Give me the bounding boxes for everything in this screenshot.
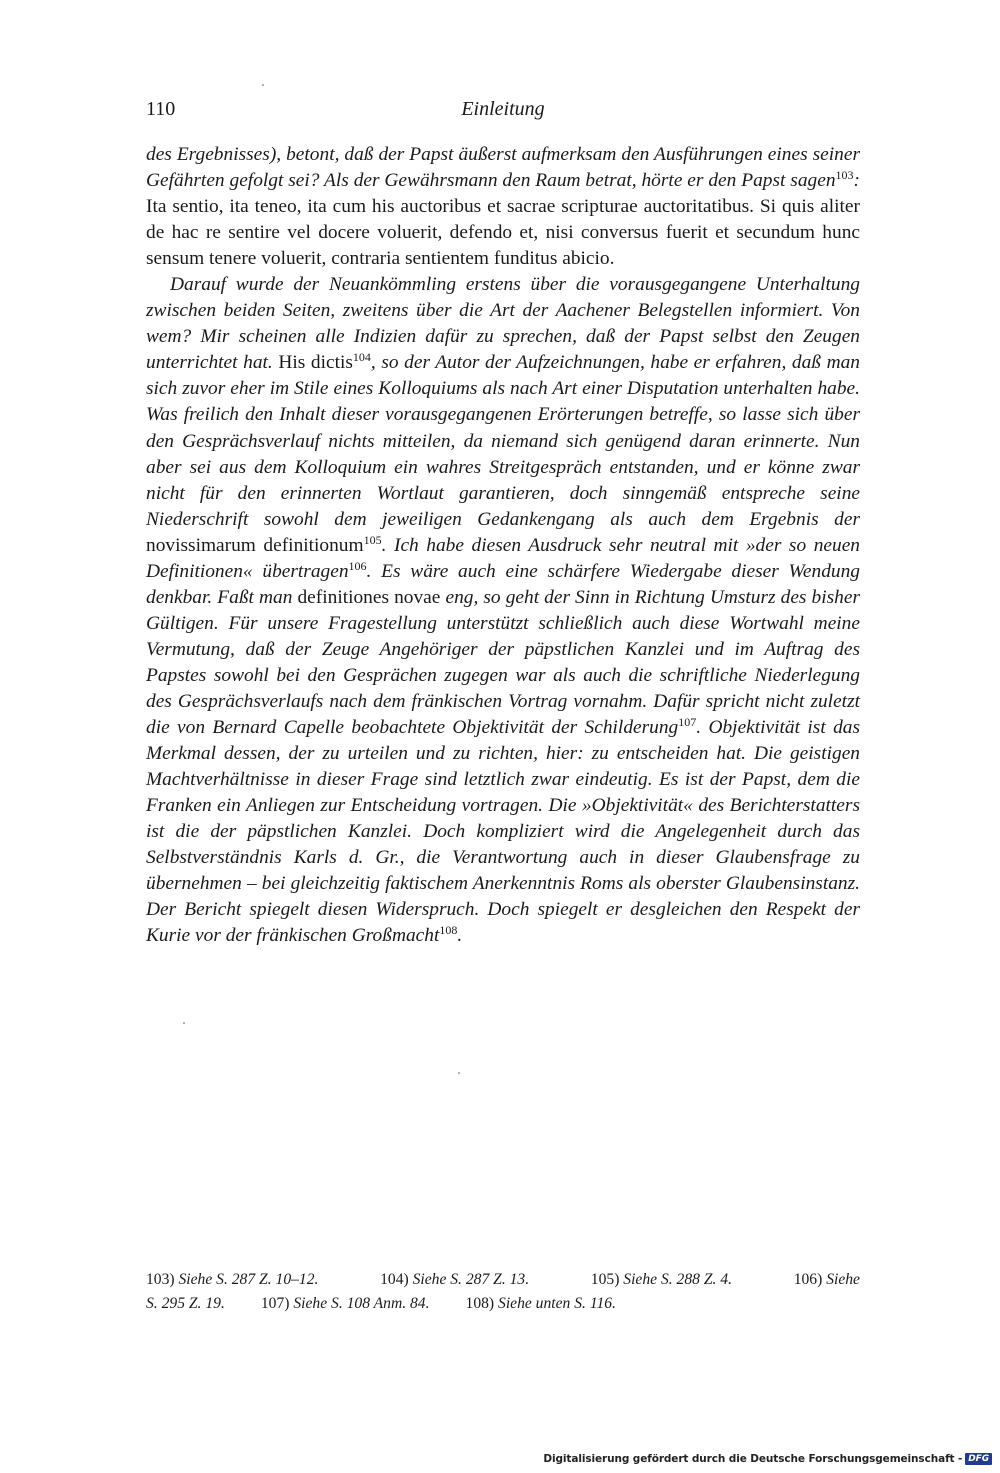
- footnote-number: 104): [380, 1271, 409, 1288]
- footnote-text: S. 295 Z. 19.: [146, 1295, 225, 1312]
- footnote-ref-106[interactable]: 106: [348, 558, 367, 573]
- scan-speck: [458, 1072, 460, 1074]
- footnote-ref-105[interactable]: 105: [363, 532, 382, 547]
- page-header: [146, 98, 860, 128]
- footnote-text: Siehe S. 108 Anm. 84.: [293, 1295, 430, 1312]
- dfg-banner: [543, 1453, 992, 1465]
- footnote-number: 103): [146, 1271, 175, 1288]
- footnote-104: [380, 1268, 529, 1292]
- footnote-number: 106): [793, 1271, 823, 1288]
- footnote-line-1: [146, 1268, 860, 1292]
- text-run: . Objektivität ist das Merkmal dessen, der zu urteilen und zu richten, hier: zu entscheiden hat. Die geistigen Machtverhältnisse in dieser Frage sind letztlich zwar eindeutig. Es ist der Papst, dem die Franken ein Anliegen zur Entscheidung vortragen. Die »Objektivität« des Berichterstatters ist die der päpstlichen Kanzlei. Doch kompliziert wird die Angelegenheit durch das Selbstverständnis Karls d. Gr., die Verantwortung auch in dieser Glaubensfrage zu übernehmen – bei gleichzeitig faktischem Anerkenntnis Roms als oberster Glaubensinstanz. Der Bericht spiegelt diesen Widerspruch. Doch spiegelt er desgleichen den Respekt der Kurie vor der fränkischen Großmacht: [146, 717, 861, 947]
- footnote-ref-107[interactable]: 107: [678, 715, 697, 730]
- footnote-105: [591, 1268, 732, 1292]
- footnote-107: [261, 1292, 430, 1316]
- scan-speck: [262, 84, 264, 86]
- running-title: Einleitung: [461, 98, 545, 120]
- footnote-ref-103[interactable]: 103: [835, 168, 854, 183]
- latin-phrase: His dictis: [272, 352, 353, 374]
- text-run: des Ergebnisses), betont, daß der Papst äußerst aufmerksam den Ausführungen eines seiner Gefährten gefolgt sei? Als der Gewährsmann den Raum betrat, hörte er den Papst sagen: [146, 144, 860, 192]
- footnote-106-continued: [146, 1292, 225, 1316]
- latin-quote: Ita sentio, ita teneo, ita cum his auctoribus et sacrae scripturae auctoritatibus. Si quis aliter de hac re sentire vel docere voluerit, defendo et, nisi conversus fuerit et secundum hunc sensum tenere voluerit, contraria sentientem funditus abicio.: [146, 196, 860, 270]
- footnote-text: Siehe S. 288 Z. 4.: [623, 1271, 733, 1288]
- footnote-number: 105): [590, 1271, 620, 1288]
- paragraph-1: [146, 142, 860, 272]
- text-run: :: [853, 170, 860, 192]
- text-run: . Ich habe diesen Ausdruck sehr neutral mit »der so neuen Definitionen« übertragen: [146, 534, 860, 582]
- text-run: .: [457, 925, 463, 947]
- text-run: Darauf wurde der Neuankömmling erstens über die vorausgegangene Unterhaltung zwischen beiden Seiten, zweitens über die Art der Aachener Belegstellen informiert. Von wem? Mir scheinen alle Indizien dafür zu sprechen, daß der Papst selbst den Zeugen unterrichtet hat.: [146, 274, 860, 374]
- banner-text: Digitalisierung gefördert durch die Deutsche Forschungsgemeinschaft -: [543, 1453, 963, 1465]
- body-text: [146, 142, 860, 949]
- footnote-103: [146, 1268, 318, 1292]
- text-run: , so der Autor der Aufzeichnungen, habe er erfahren, daß man sich zuvor eher im Stile eines Kolloquiums als nach Art einer Disputation unterhalten habe. Was freilich den Inhalt dieser vorausgegangenen Erörterungen betreffe, so lasse sich über den Gesprächsverlauf nichts mitteilen, da niemand sich genügend daran erinnerte. Nun aber sei aus dem Kolloquium ein wahres Streitgespräch entstanden, und er könne zwar nicht für den erinnerten Wortlaut garantieren, doch sinngemäß entspreche seine Niederschrift sowohl dem jeweiligen Gedankengang als auch dem Ergebnis der: [146, 352, 860, 530]
- footnote-ref-104[interactable]: 104: [352, 350, 371, 365]
- latin-phrase: definitiones novae: [292, 586, 446, 608]
- scan-speck: [183, 1022, 185, 1024]
- footnote-text: Siehe S. 287 Z. 10–12.: [178, 1271, 319, 1288]
- footnotes: [146, 1268, 860, 1316]
- footnote-number: 107): [260, 1295, 290, 1312]
- footnote-text: Siehe unten S. 116.: [498, 1295, 616, 1312]
- footnote-108: [466, 1292, 616, 1316]
- footnote-text: Siehe S. 287 Z. 13.: [412, 1271, 530, 1288]
- footnote-number: 108): [465, 1295, 495, 1312]
- latin-phrase: novissimarum definitionum: [146, 534, 364, 556]
- page-number: 110: [146, 98, 176, 120]
- paragraph-2: [146, 272, 860, 949]
- footnote-106: [794, 1268, 860, 1292]
- dfg-logo: DFG: [965, 1453, 992, 1465]
- footnote-ref-108[interactable]: 108: [439, 923, 458, 938]
- text-run: eng, so geht der Sinn in Richtung Umsturz des bisher Gültigen. Für unsere Fragestellung unterstützt schließlich auch diese Wortwahl meine Vermutung, daß der Zeuge Angehöriger der päpstlichen Kanzlei und im Auftrag des Papstes sowohl bei den Gesprächen zugegen war als auch die schriftliche Niederlegung des Gesprächsverlaufs nach dem fränkischen Vortrag vornahm. Dafür spricht nicht zuletzt die von Bernard Capelle beobachtete Objektivität der Schilderung: [146, 586, 861, 739]
- footnote-line-2: [146, 1292, 860, 1316]
- text-run: . Es wäre auch eine schärfere Wiedergabe dieser Wendung denkbar. Faßt man: [146, 560, 860, 608]
- footnote-text: Siehe: [826, 1271, 860, 1288]
